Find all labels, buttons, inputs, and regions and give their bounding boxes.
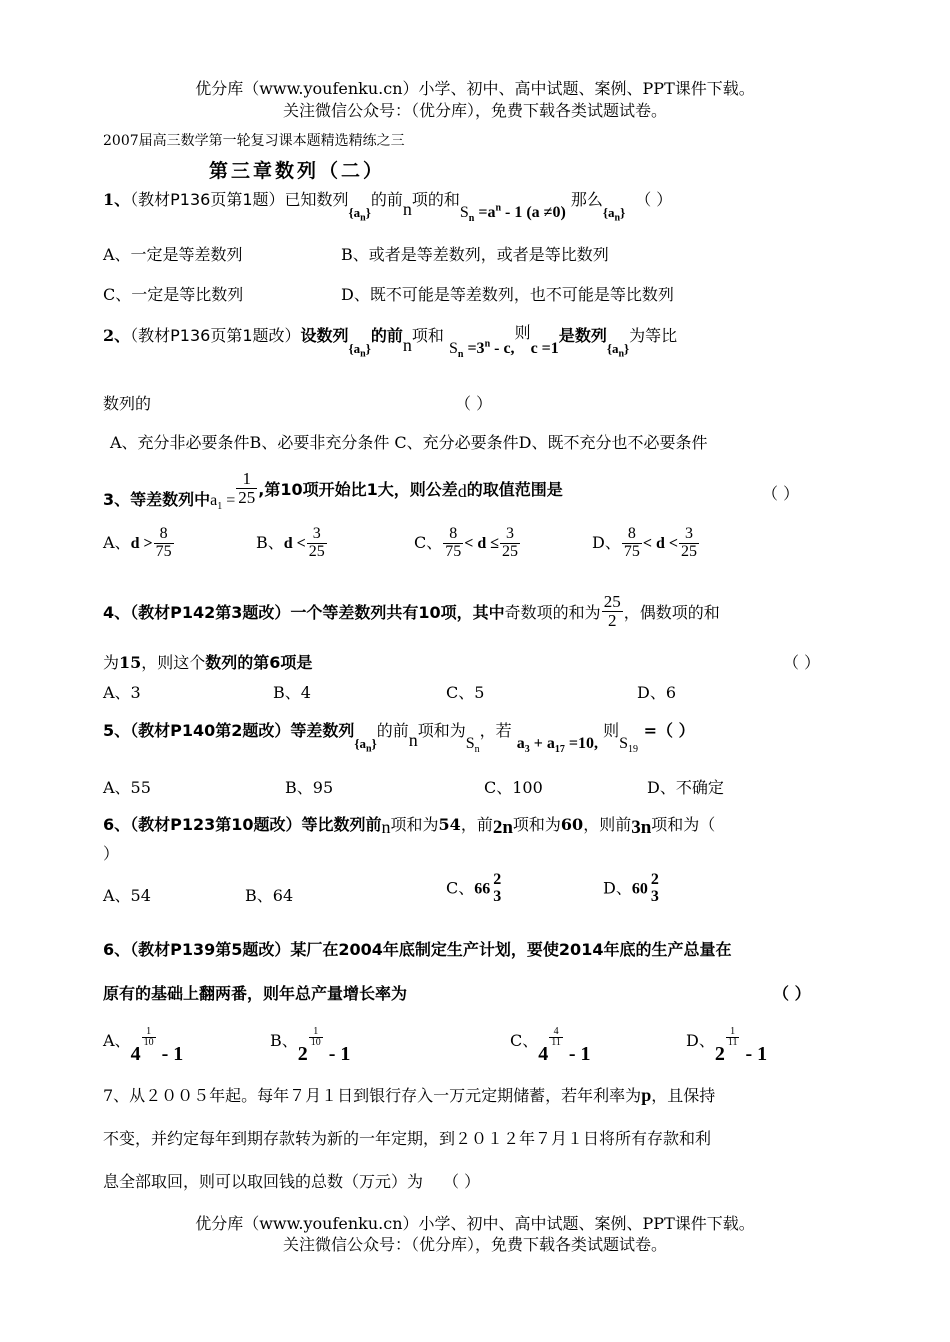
question-6a: 6、（教材P123第10题改）等比数列前n项和为54，前2n项和为60，则前3n项和为（ bbox=[103, 815, 716, 838]
q6b-answer-blank: （ ） bbox=[773, 984, 811, 1003]
q4-option-d: D、6 bbox=[637, 683, 677, 702]
q3-answer-blank: （ ） bbox=[762, 484, 800, 503]
q6b-option-b: B、2 $\frac{1}{10}$ - 1 bbox=[270, 1025, 351, 1065]
q6b-option-d: D、2 $\frac{1}{11}$ - 1 bbox=[686, 1025, 768, 1065]
q1-option-c: C、一定是等比数列 bbox=[103, 285, 244, 304]
q2-options: A、充分非必要条件B、必要非充分条件 C、充分必要条件D、既不充分也不必要条件 bbox=[110, 433, 708, 452]
fraction-1-25: $\frac{1}{25}$ bbox=[238, 469, 256, 507]
q1-option-a: A、一定是等差数列 bbox=[103, 245, 243, 264]
q4-line-2: 为15，则这个数列的第6项是 bbox=[103, 653, 313, 672]
question-6b-line-1: 6、（教材P139第5题改）某厂在2004年底制定生产计划，要使2014年底的生产总量在 bbox=[103, 940, 732, 959]
question-7-line-1: 7、从２００５年起。每年７月１日到银行存入一万元定期储蓄，若年利率为p，且保持 bbox=[103, 1085, 716, 1105]
q4-option-a: A、3 bbox=[103, 683, 141, 702]
chapter-title: 第三章数列（二） bbox=[209, 160, 386, 182]
question-7-line-3: 息全部取回，则可以取回钱的总数（万元）为 （ ） bbox=[103, 1172, 481, 1191]
question-2: 2、（教材P136页第1题改）设数列$_{\{a_n\}}$的前n项和 $S_n =3^n - c$,则c =1是数列$_{\{a_n\}}$为等比 bbox=[103, 323, 678, 361]
q3-option-c: C、 $\frac{8}{75}$ < d ≤ $\frac{3}{25}$ bbox=[414, 525, 519, 560]
sum-formula-2: $S_n =3^n - c$, bbox=[448, 338, 515, 361]
q5-option-c: C、100 bbox=[484, 778, 543, 797]
q6a-line-2: ） bbox=[103, 844, 120, 863]
condition-formula: $a_3 + a_{17} =10$, bbox=[516, 735, 599, 756]
q6a-option-c: C、66 2 3 bbox=[446, 871, 502, 905]
q5-option-d: D、不确定 bbox=[647, 778, 724, 797]
q6a-option-b: B、64 bbox=[245, 886, 294, 905]
q4-option-c: C、5 bbox=[446, 683, 485, 702]
footer-line-1: 优分库（www.youfenku.cn）小学、初中、高中试题、案例、PPT课件下载。 bbox=[195, 1214, 755, 1233]
question-1: 1、（教材P136页第1题）已知数列$_{\{a_n\}}$的前n项的和$S_n =a^n - 1$ (a ≠0) 那么$_{\{a_n\}}$（ ） bbox=[103, 190, 673, 225]
sum-formula: $S_n =a^n - 1$ (a ≠0) bbox=[459, 202, 566, 225]
question-5: 5、（教材P140第2题改）等差数列$_{\{a_n\}}$的前n项和为$S_n$，若 $a_3 + a_{17} =10$, 则$S_{19}$ =（ ） bbox=[103, 721, 695, 756]
question-number: 1、 bbox=[103, 190, 131, 209]
q7-answer-blank: （ ） bbox=[443, 1172, 481, 1191]
q3-option-d: D、 $\frac{8}{75}$ < d < $\frac{3}{25}$ bbox=[592, 525, 697, 560]
q1-option-b: B、或者是等差数列，或者是等比数列 bbox=[341, 245, 609, 264]
q3-option-a: A、d > $\frac{8}{75}$ bbox=[103, 525, 172, 560]
question-3: 3、等差数列中$a_1$ = $\frac{1}{25}$ ,第10项开始比1大，则公差d的取值范围是 bbox=[103, 469, 563, 513]
q6a-option-d: D、60 2 3 bbox=[603, 871, 659, 905]
q4-answer-blank: （ ） bbox=[783, 653, 821, 672]
q2-line-2: 数列的 bbox=[103, 394, 152, 413]
q4-option-b: B、4 bbox=[273, 683, 311, 702]
question-6b-line-2: 原有的基础上翻两番，则年总产量增长率为 bbox=[103, 984, 408, 1003]
q6b-option-a: A、4 $\frac{1}{10}$ - 1 bbox=[103, 1025, 184, 1065]
question-4: 4、（教材P142第3题改）一个等差数列共有10项，其中奇数项的和为 $\frac{25}{2}$ ，偶数项的和 bbox=[103, 592, 720, 630]
fraction-25-2: $\frac{25}{2}$ bbox=[603, 592, 621, 630]
q5-option-b: B、95 bbox=[285, 778, 334, 797]
q1-option-d: D、既不可能是等差数列，也不可能是等比数列 bbox=[341, 285, 674, 304]
q2-answer-blank: （ ） bbox=[455, 394, 493, 413]
header-line-1: 优分库（www.youfenku.cn）小学、初中、高中试题、案例、PPT课件下载。 bbox=[195, 79, 755, 98]
q5-option-a: A、55 bbox=[103, 778, 151, 797]
variable-n: n bbox=[402, 199, 412, 219]
q3-option-b: B、d < $\frac{3}{25}$ bbox=[256, 525, 325, 560]
answer-blank: （ ） bbox=[635, 190, 673, 209]
header-line-2: 关注微信公众号：（优分库），免费下载各类试题试卷。 bbox=[282, 101, 667, 120]
question-7-line-2: 不变，并约定每年到期存款转为新的一年定期，到２０１２年７月１日将所有存款和利 bbox=[103, 1129, 712, 1148]
footer-line-2: 关注微信公众号：（优分库），免费下载各类试题试卷。 bbox=[282, 1235, 667, 1254]
sequence-an: {an} bbox=[348, 205, 371, 224]
q6b-option-c: C、4 $\frac{4}{11}$ - 1 bbox=[510, 1025, 591, 1065]
document-title: 2007届高三数学第一轮复习课本题精选精练之三 bbox=[103, 133, 405, 149]
q6a-option-a: A、54 bbox=[103, 886, 151, 905]
